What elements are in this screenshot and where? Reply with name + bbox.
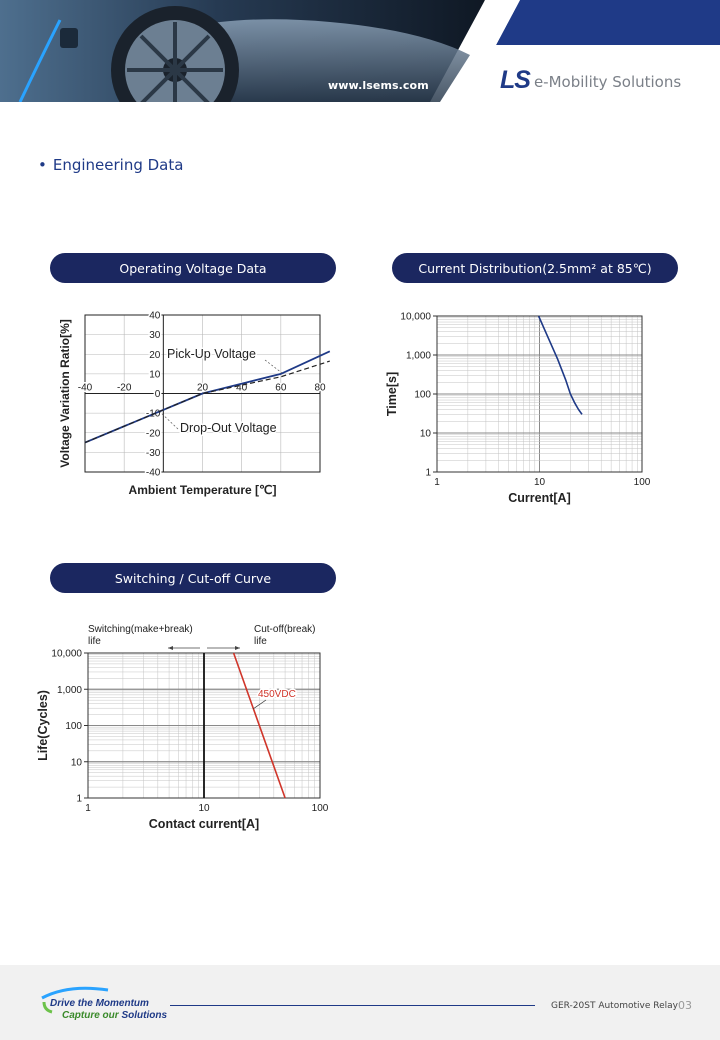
svg-text:Drive the Momentum xyxy=(50,998,149,1009)
footer-doc-name: GER-20ST Automotive Relay xyxy=(551,1001,678,1011)
y-axis-title: Time[s] xyxy=(385,371,399,417)
y-tick-label: 20 xyxy=(149,349,161,361)
pill-current-distribution: Current Distribution(2.5mm² at 85℃) xyxy=(392,253,678,283)
slogan-line2-b: Solutions xyxy=(121,1010,168,1021)
bullet: • xyxy=(38,156,47,174)
region-label-switching: Switching(make+break) life xyxy=(88,624,193,647)
svg-text:Capture our Solutions xyxy=(62,1010,167,1021)
y-tick-label: 10 xyxy=(419,428,431,440)
y-tick-label: 0 xyxy=(154,389,161,400)
x-tick-label: 40 xyxy=(236,382,248,394)
slogan-line2-a: Capture our xyxy=(62,1010,122,1021)
pill-operating-voltage: Operating Voltage Data xyxy=(50,253,336,283)
company-logo xyxy=(500,66,681,94)
y-axis-title: Voltage Variation Ratio[%] xyxy=(58,319,72,468)
arrow-left-head xyxy=(168,646,173,650)
y-tick-label: 100 xyxy=(65,721,82,732)
y-tick-label: 10 xyxy=(70,757,82,769)
x-tick-label: 1 xyxy=(434,477,440,488)
series-label-drop-out: Drop-Out Voltage xyxy=(180,421,277,435)
y-axis-title: Life(Cycles) xyxy=(36,690,50,761)
y-tick-label: -10 xyxy=(145,408,161,420)
x-axis-title: Current[A] xyxy=(508,491,571,505)
x-axis-title: Ambient Temperature [℃] xyxy=(128,483,277,497)
logo-mark: LS xyxy=(500,65,530,94)
y-tick-label: 40 xyxy=(149,310,161,322)
logo-text: e-Mobility Solutions xyxy=(533,72,682,91)
leader-pick-up xyxy=(265,360,282,373)
y-tick-label: 1 xyxy=(425,467,431,479)
x-tick-label: 1 xyxy=(85,803,91,814)
footer-slogan-logo xyxy=(38,984,168,1028)
website-url[interactable]: www.lsems.com xyxy=(328,79,429,92)
y-tick-label: -40 xyxy=(145,467,161,479)
y-tick-label: 10 xyxy=(149,369,161,381)
series-label-450vdc: 450VDC xyxy=(258,689,296,700)
x-tick-label: -20 xyxy=(116,382,132,394)
arrow-right-head xyxy=(235,646,240,650)
x-tick-label: 100 xyxy=(311,803,329,814)
y-tick-label: 30 xyxy=(149,330,161,342)
slogan-line1-a: Drive the xyxy=(50,998,96,1009)
current-distribution-chart xyxy=(380,300,680,520)
x-tick-label: 10 xyxy=(533,477,546,488)
x-tick-label: 80 xyxy=(314,382,326,394)
x-tick-label: 100 xyxy=(633,477,651,488)
x-axis-title: Contact current[A] xyxy=(148,817,260,831)
pill-switching-curve: Switching / Cut-off Curve xyxy=(50,563,336,593)
page-number: 03 xyxy=(678,999,692,1012)
section-title-text: Engineering Data xyxy=(52,156,184,174)
section-title xyxy=(38,156,183,174)
y-tick-label: 1,000 xyxy=(56,684,82,696)
operating-voltage-chart xyxy=(55,305,355,525)
y-tick-label: 10,000 xyxy=(51,648,82,660)
series-line xyxy=(539,316,582,414)
region-label-cutoff: Cut-off(break) life xyxy=(254,624,316,647)
switching-cutoff-chart xyxy=(35,615,335,835)
x-tick-label: -40 xyxy=(77,382,93,394)
series-label-pick-up: Pick-Up Voltage xyxy=(167,347,256,361)
slogan-line1-b: Momentum xyxy=(95,998,149,1009)
x-tick-label: 20 xyxy=(196,382,209,394)
y-tick-label: 1,000 xyxy=(405,350,431,362)
y-tick-label: -30 xyxy=(145,447,161,459)
footer-rule xyxy=(170,1005,535,1006)
y-tick-label: 10,000 xyxy=(400,311,431,323)
y-tick-label: 100 xyxy=(414,389,431,401)
y-tick-label: 1 xyxy=(76,793,82,805)
x-tick-label: 60 xyxy=(275,382,287,394)
y-tick-label: -20 xyxy=(145,428,161,440)
leader-drop-out xyxy=(160,412,178,429)
x-tick-label: 10 xyxy=(198,803,210,814)
